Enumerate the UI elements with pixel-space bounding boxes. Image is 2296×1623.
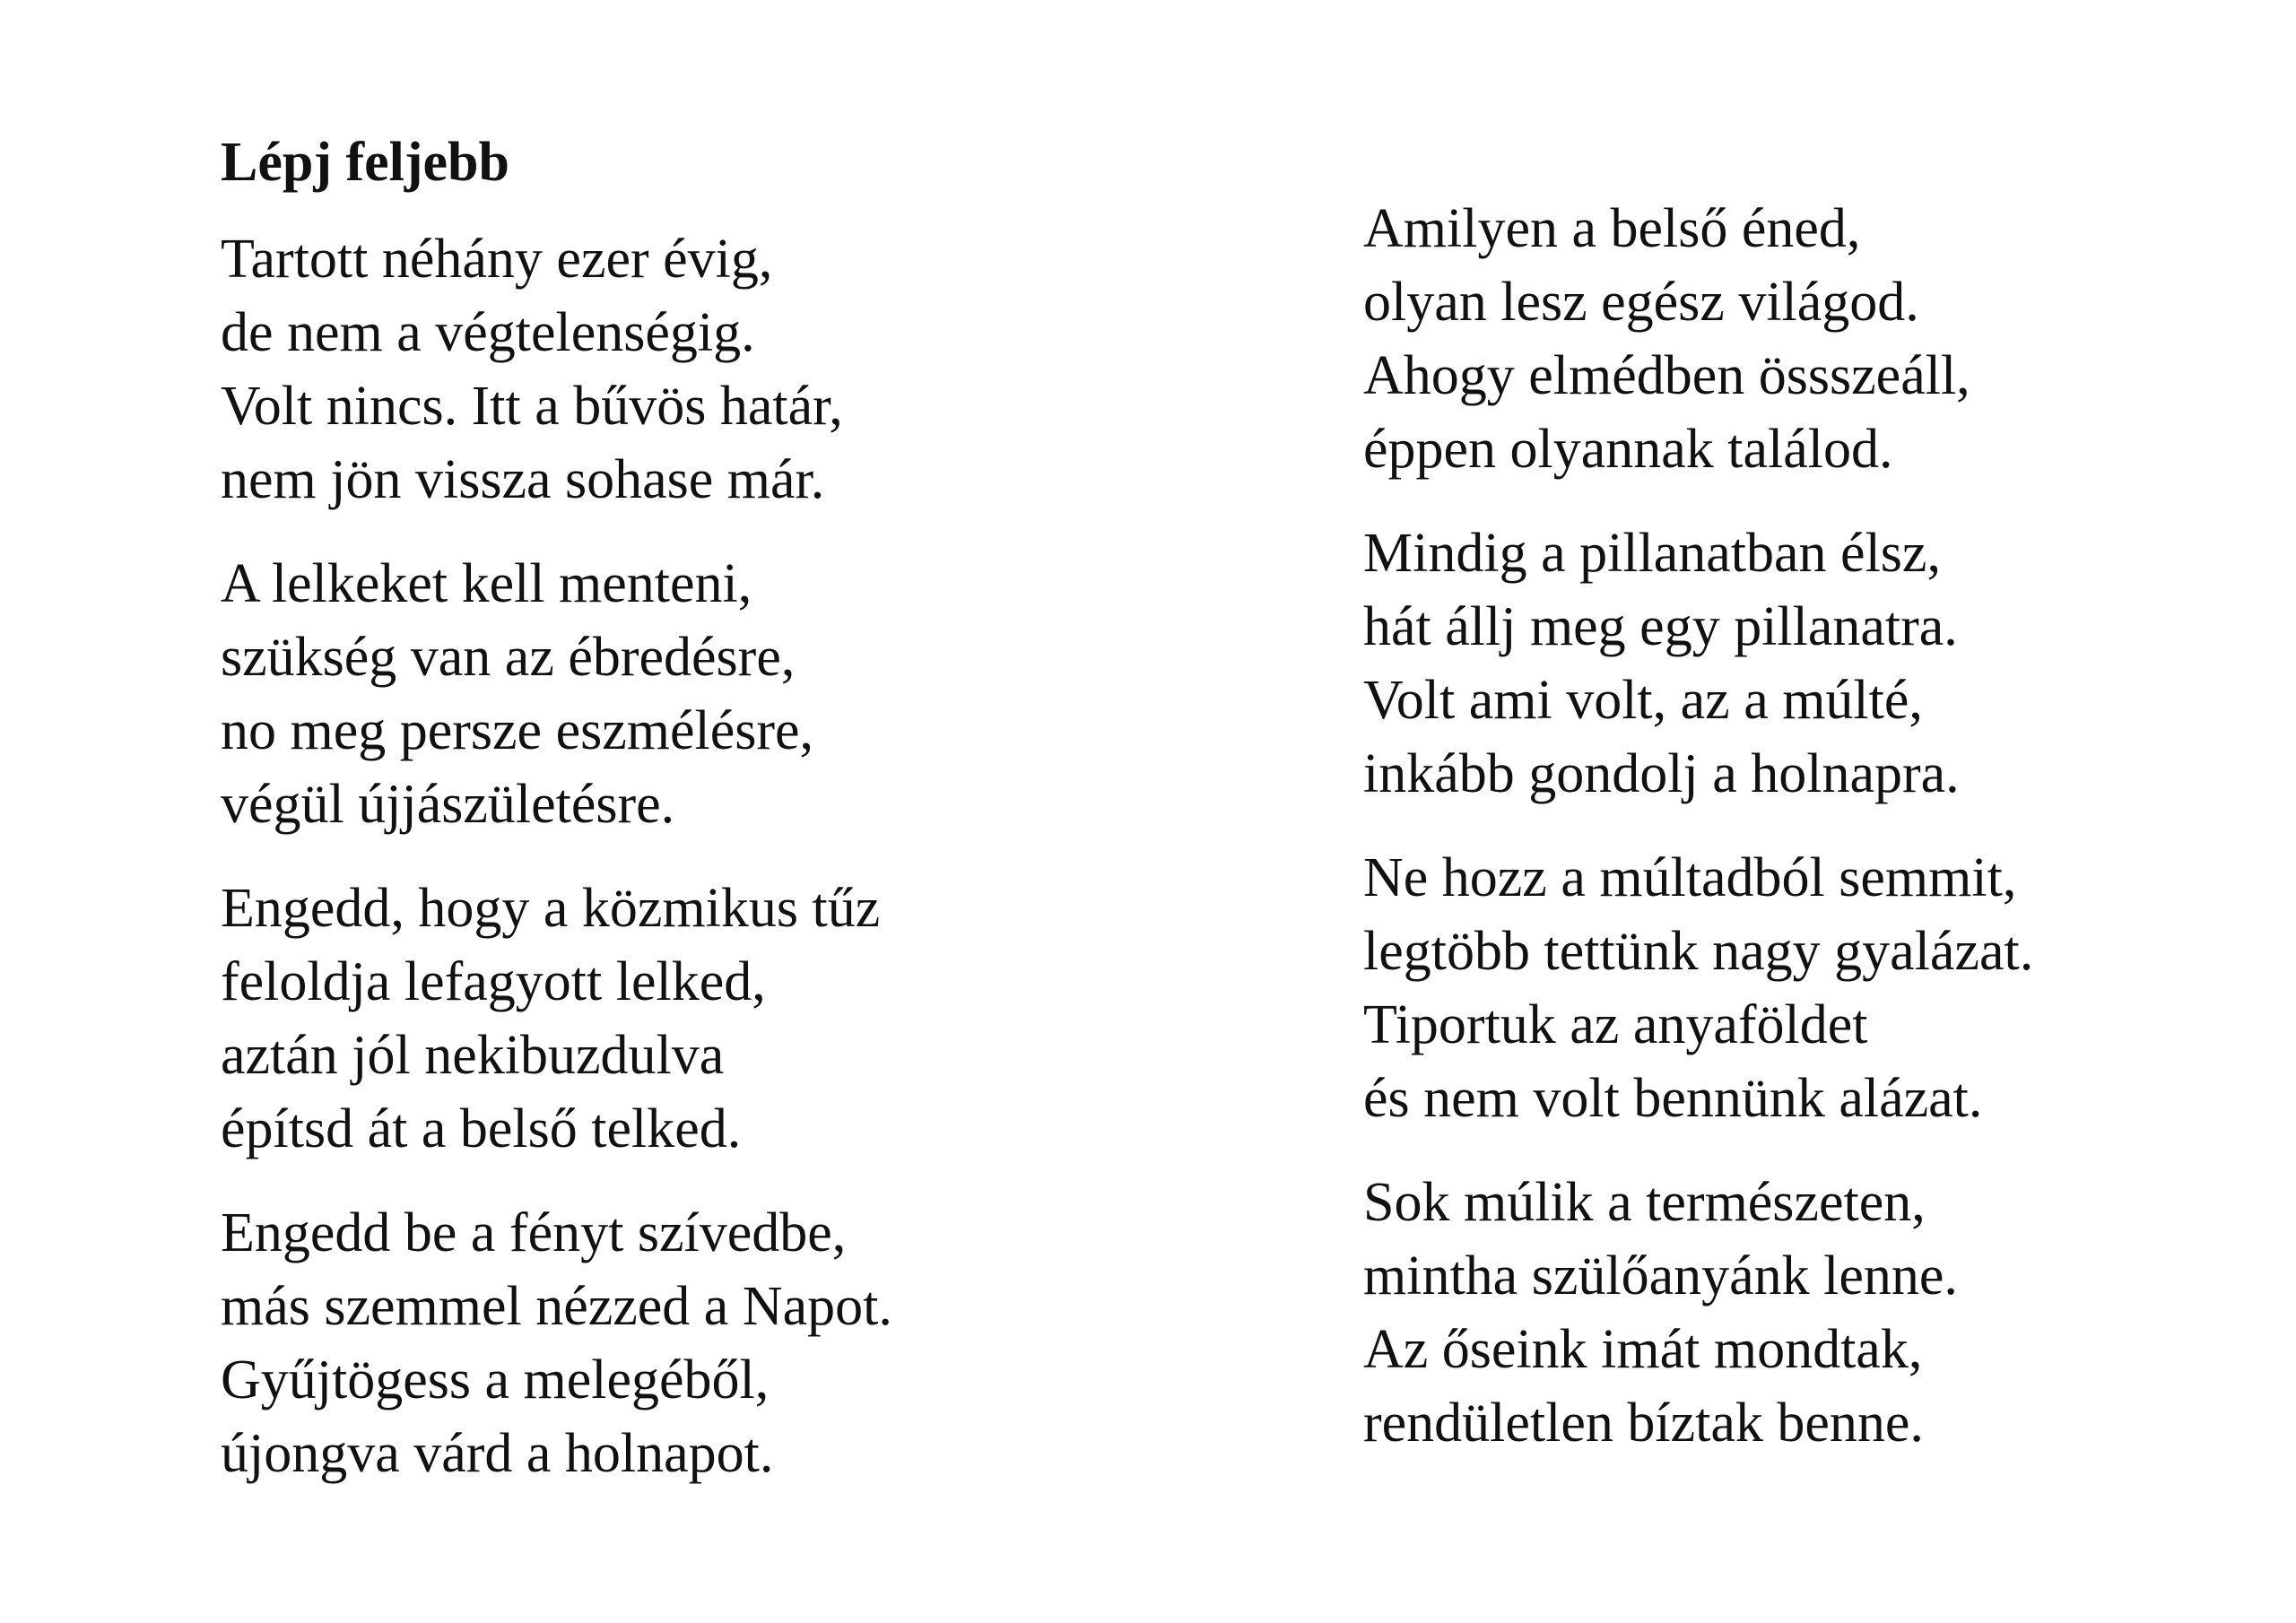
stanza-right-4: [1363, 1166, 2296, 1460]
poem-line: Tartott néhány ezer évig,: [221, 229, 773, 290]
poem-line: legtöbb tettünk nagy gyalázat.: [1363, 921, 2034, 982]
stanza-left-2: [221, 547, 1252, 841]
poem-line: no meg persze eszmélésre,: [221, 700, 814, 761]
poem-line: Volt ami volt, az a múlté,: [1363, 670, 1923, 731]
poem-line: építsd át a belső telked.: [221, 1098, 742, 1159]
poem-line: és nem volt bennünk alázat.: [1363, 1068, 1983, 1129]
poem-line: Ne hozz a múltadból semmit,: [1363, 847, 2017, 908]
stanza-right-3: [1363, 841, 2296, 1135]
stanza-left-1: [221, 222, 1252, 516]
poem-line: Az őseink imát mondtak,: [1363, 1319, 1923, 1380]
poem-line: mintha szülőanyánk lenne.: [1363, 1245, 1958, 1306]
stanza-right-1: [1363, 192, 2296, 486]
poem-line: Engedd be a fényt szívedbe,: [221, 1202, 847, 1263]
poem-line: feloldja lefagyott lelked,: [221, 951, 766, 1012]
poem-line: Ahogy elmédben össszeáll,: [1363, 345, 1970, 406]
right-column: [1363, 192, 2296, 1490]
stanza-left-3: [221, 872, 1252, 1166]
stanza-left-4: [221, 1196, 1252, 1490]
poem-line: Volt nincs. Itt a bűvös határ,: [221, 376, 843, 437]
stanza-right-2: [1363, 516, 2296, 811]
poem-line: Gyűjtögess a melegéből,: [221, 1350, 770, 1410]
poem-line: nem jön vissza sohase már.: [221, 449, 825, 510]
poem-line: szükség van az ébredésre,: [221, 627, 796, 688]
poem-line: A lelkeket kell menteni,: [221, 553, 752, 614]
left-column: [221, 126, 1252, 1521]
poem-line: rendületlen bíztak benne.: [1363, 1393, 1924, 1454]
poem-line: hát állj meg egy pillanatra.: [1363, 596, 1958, 657]
poem-line: éppen olyannak találod.: [1363, 419, 1893, 480]
poem-line: újongva várd a holnapot.: [221, 1423, 774, 1484]
poem-line: Tiportuk az anyaföldet: [1363, 994, 1868, 1055]
poem-line: aztán jól nekibuzdulva: [221, 1025, 725, 1086]
poem-line: Amilyen a belső éned,: [1363, 198, 1861, 259]
poem-line: végül újjászületésre.: [221, 774, 675, 835]
poem-line: de nem a végtelenségig.: [221, 302, 755, 363]
poem-line: olyan lesz egész világod.: [1363, 272, 1919, 333]
poem-line: Engedd, hogy a közmikus tűz: [221, 878, 881, 939]
poem-line: más szemmel nézzed a Napot.: [221, 1276, 892, 1337]
poem-title: Lépj feljebb: [221, 132, 510, 193]
poem-line: Mindig a pillanatban élsz,: [1363, 523, 1941, 584]
poem-line: inkább gondolj a holnapra.: [1363, 743, 1960, 804]
poem-line: Sok múlik a természeten,: [1363, 1172, 1926, 1233]
